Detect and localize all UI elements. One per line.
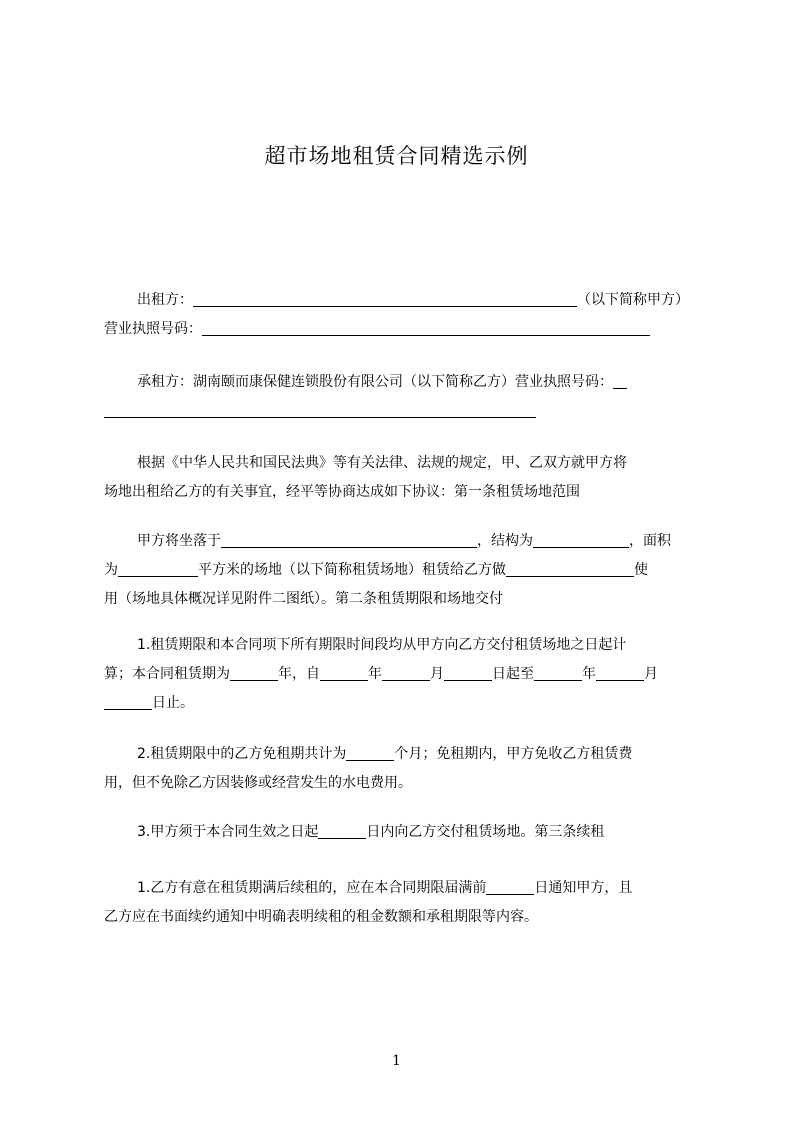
usage-blank[interactable] (506, 559, 634, 577)
end-day-blank[interactable] (104, 692, 152, 710)
lessor-license-label: 营业执照号码： (104, 321, 202, 337)
free-months-blank[interactable] (346, 743, 394, 761)
term-year-2: 年 (368, 666, 382, 682)
lessee-text: 承租方：湖南颐而康保健连锁股份有限公司（以下简称乙方）营业执照号码： (137, 374, 613, 390)
scope-text-2: ，结构为 (477, 533, 533, 549)
delivery-text-a: 3.甲方须于本合同生效之日起 (137, 824, 319, 840)
term-month-1: 月 (430, 666, 444, 682)
delivery-section (104, 818, 704, 847)
free-period-text-a: 2.租赁期限中的乙方免租期共计为 (137, 746, 347, 762)
preamble-line-2: 场地出租给乙方的有关事宜，经平等协商达成如下协议：第一条租赁场地范围 (104, 484, 580, 500)
renewal-days-blank[interactable] (486, 877, 534, 895)
delivery-days-blank[interactable] (318, 821, 366, 839)
scope-text-6: 使 (634, 562, 648, 578)
free-period-text-b: 个月；免租期内，甲方免收乙方租赁费 (394, 746, 633, 762)
area-blank[interactable] (118, 559, 198, 577)
lessee-section (104, 368, 704, 426)
free-period-section (104, 740, 704, 798)
end-year-blank[interactable] (534, 663, 582, 681)
scope-text-3: ，面积 (629, 533, 671, 549)
preamble-line-1: 根据《中华人民共和国民法典》等有关法律、法规的规定，甲、乙双方就甲方将 (137, 455, 627, 471)
lessor-name-blank[interactable] (193, 289, 577, 307)
lessor-suffix: （以下简称甲方） (577, 292, 689, 308)
end-month-blank[interactable] (596, 663, 644, 681)
lease-years-blank[interactable] (230, 663, 278, 681)
renewal-text-a: 1.乙方有意在租赁期满后续租的，应在本合同期限届满前 (137, 880, 487, 896)
term-section (104, 631, 704, 718)
structure-blank[interactable] (533, 530, 629, 548)
scope-text-1: 甲方将坐落于 (137, 533, 221, 549)
term-month-2: 月 (644, 666, 658, 682)
lessor-license-blank[interactable] (202, 318, 650, 336)
start-day-blank[interactable] (444, 663, 492, 681)
renewal-line-2: 乙方应在书面续约通知中明确表明续租的租金数额和承租期限等内容。 (104, 909, 538, 925)
scope-text-4: 为 (104, 562, 118, 578)
start-month-blank[interactable] (382, 663, 430, 681)
term-end: 日止。 (152, 695, 194, 711)
renewal-section (104, 874, 704, 932)
lessee-license-blank-start[interactable] (613, 371, 627, 389)
renewal-text-b: 日通知甲方，且 (534, 880, 633, 896)
start-year-blank[interactable] (320, 663, 368, 681)
preamble-section (104, 449, 704, 507)
scope-text-5: 平方米的场地（以下简称租赁场地）租赁给乙方做 (198, 562, 506, 578)
term-line-1: 1.租赁期限和本合同项下所有期限时间段均从甲方向乙方交付租赁场地之日起计 (137, 637, 627, 653)
lessor-label: 出租方： (137, 292, 193, 308)
lessee-license-blank[interactable] (104, 400, 536, 418)
document-title: 超市场地租赁合同精选示例 (264, 144, 529, 168)
location-blank[interactable] (221, 530, 477, 548)
term-year-3: 年 (582, 666, 596, 682)
page-number: 1 (392, 1053, 401, 1069)
scope-line-3: 用（场地具体概况详见附件二图纸）。第二条租赁期限和场地交付 (104, 591, 503, 607)
scope-section (104, 527, 704, 614)
delivery-text-b: 日内向乙方交付租赁场地。第三条续租 (366, 824, 605, 840)
free-period-line-2: 用，但不免除乙方因装修或经营发生的水电费用。 (104, 775, 412, 791)
term-from: ，自 (292, 666, 320, 682)
term-text-a: 算；本合同租赁期为 (104, 666, 230, 682)
lessor-section (104, 286, 704, 344)
term-year-1: 年 (278, 666, 292, 682)
term-day-to: 日起至 (492, 666, 534, 682)
